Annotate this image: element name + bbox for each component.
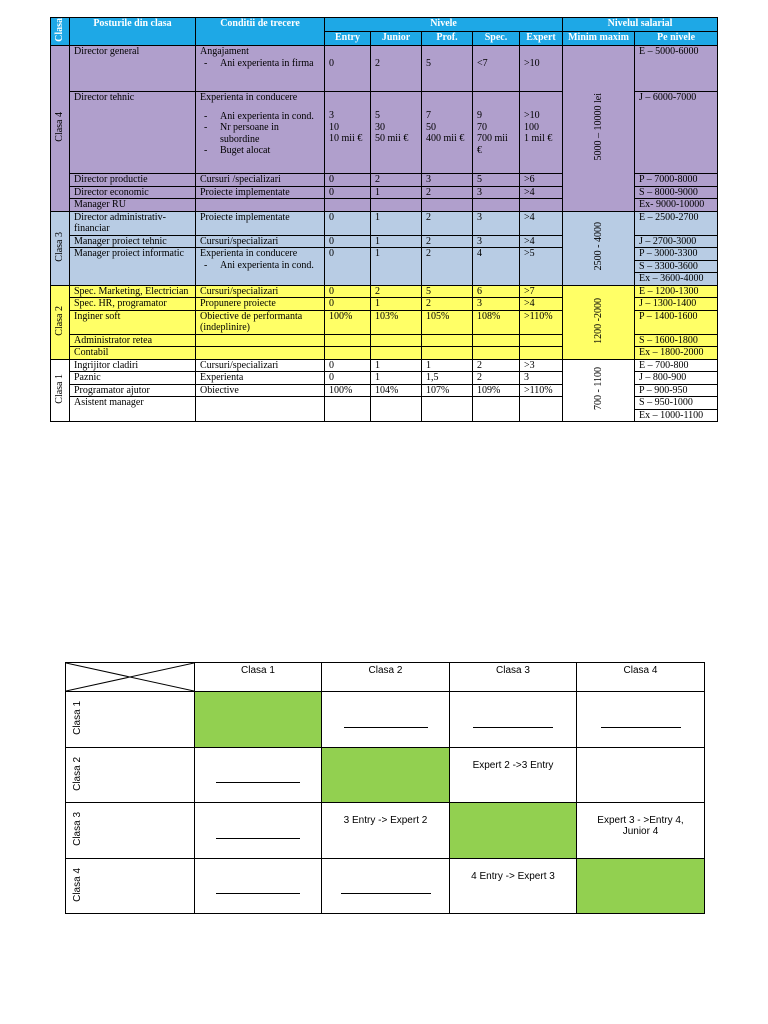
diagonal-cell — [195, 692, 322, 748]
diagonal-cell — [450, 803, 577, 859]
expert-cell: >3 — [520, 359, 563, 372]
junior-cell: 2 — [371, 285, 422, 298]
condition-cell — [196, 334, 325, 347]
spec-cell: 5 — [473, 174, 520, 187]
condition-list — [200, 111, 320, 157]
blank-line — [344, 726, 428, 728]
prof-cell: 107% — [422, 384, 473, 397]
post-cell: Director administrativ-financiar — [70, 211, 196, 235]
condition-cell: Experienta — [196, 372, 325, 385]
spec-cell: 3 — [473, 211, 520, 235]
expert-cell: >10 100 1 mil € — [520, 92, 563, 174]
entry-cell — [325, 199, 371, 212]
matrix-row — [66, 803, 705, 859]
corner-cell — [66, 663, 195, 692]
transition-cell: 4 Entry -> Expert 3 — [450, 859, 577, 914]
table-row — [51, 359, 718, 372]
salary-level: J – 6000-7000 — [635, 92, 718, 174]
junior-cell: 1 — [371, 186, 422, 199]
salary-range: 5000 – 10000 lei — [563, 46, 635, 212]
post-cell: Programator ajutor — [70, 384, 196, 397]
spec-cell: 3 — [473, 298, 520, 311]
post-cell: Director economic — [70, 186, 196, 199]
expert-cell — [520, 199, 563, 212]
condition-cell: Cursuri/specializari — [196, 235, 325, 248]
expert-cell: >4 — [520, 235, 563, 248]
col-header: Clasa 3 — [450, 663, 577, 692]
junior-cell: 2 — [371, 174, 422, 187]
junior-cell — [371, 347, 422, 360]
prof-cell — [422, 347, 473, 360]
diagonal-cell — [577, 859, 705, 914]
blank-cell — [195, 748, 322, 803]
header-junior: Junior — [371, 32, 422, 46]
junior-cell: 1 — [371, 298, 422, 311]
condition-cell: Proiecte implementate — [196, 186, 325, 199]
entry-cell: 0 — [325, 359, 371, 372]
salary-level: P – 7000-8000 — [635, 174, 718, 187]
entry-cell: 0 — [325, 248, 371, 286]
salary-level: Ex- 9000-10000 — [635, 199, 718, 212]
salary-level: J – 2700-3000 — [635, 235, 718, 248]
matrix-row — [66, 748, 705, 803]
spec-cell: <7 — [473, 46, 520, 92]
post-cell: Paznic — [70, 372, 196, 385]
entry-cell — [325, 347, 371, 360]
header-spec: Spec. — [473, 32, 520, 46]
expert-cell: >10 — [520, 46, 563, 92]
header-minim-maxim: Minim maxim — [563, 32, 635, 46]
condition-list — [200, 58, 320, 70]
prof-cell: 2 — [422, 248, 473, 286]
empty-cell — [577, 748, 705, 803]
condition-cell — [196, 199, 325, 212]
salary-level: E – 700-800 — [635, 359, 718, 372]
spec-cell — [473, 347, 520, 360]
prof-cell — [422, 334, 473, 347]
junior-cell — [371, 397, 422, 422]
row-header: Clasa 1 — [66, 692, 195, 748]
header-entry: Entry — [325, 32, 371, 46]
condition-item: - Ani experienta in cond. — [200, 260, 320, 272]
prof-cell: 5 — [422, 285, 473, 298]
salary-level: S – 1600-1800 — [635, 334, 718, 347]
blank-line — [216, 837, 300, 839]
expert-cell: >5 — [520, 248, 563, 286]
header-clasa: Clasa — [51, 18, 70, 46]
expert-cell — [520, 397, 563, 422]
transition-cell: Expert 2 ->3 Entry — [450, 748, 577, 803]
condition-item: - Ani experienta in cond. — [200, 111, 320, 123]
condition-item: - Buget alocat — [200, 145, 320, 157]
blank-line — [341, 892, 431, 894]
expert-cell: >4 — [520, 211, 563, 235]
condition-list — [200, 260, 320, 272]
class-label: Clasa 4 — [51, 46, 70, 212]
condition-title: Experienta in conducere — [200, 92, 298, 104]
salary-level: Ex – 1800-2000 — [635, 347, 718, 360]
post-cell: Spec. HR, programator — [70, 298, 196, 311]
salary-level: S – 950-1000 — [635, 397, 718, 410]
junior-cell: 5 30 50 mii € — [371, 92, 422, 174]
post-cell: Ingrijitor cladiri — [70, 359, 196, 372]
spec-cell — [473, 199, 520, 212]
table-row — [51, 285, 718, 298]
salary-level: S – 3300-3600 — [635, 260, 718, 273]
condition-title: Angajament — [200, 46, 249, 58]
condition-cell: Obiective — [196, 384, 325, 397]
expert-cell: >4 — [520, 186, 563, 199]
salary-level: E – 2500-2700 — [635, 211, 718, 235]
blank-cell — [195, 859, 322, 914]
prof-cell: 2 — [422, 186, 473, 199]
salary-level: Ex – 1000-1100 — [635, 409, 718, 422]
prof-cell — [422, 199, 473, 212]
post-cell: Director general — [70, 46, 196, 92]
salary-level: J – 800-900 — [635, 372, 718, 385]
entry-cell — [325, 397, 371, 422]
entry-cell: 100% — [325, 310, 371, 334]
entry-cell: 0 — [325, 298, 371, 311]
entry-cell: 0 — [325, 211, 371, 235]
header-nivele: Nivele — [325, 18, 563, 32]
class-label: Clasa 1 — [51, 359, 70, 422]
prof-cell: 1 — [422, 359, 473, 372]
entry-cell: 100% — [325, 384, 371, 397]
col-header: Clasa 4 — [577, 663, 705, 692]
transition-cell: Expert 3 - >Entry 4, Junior 4 — [577, 803, 705, 859]
salary-level: S – 8000-9000 — [635, 186, 718, 199]
expert-cell: >4 — [520, 298, 563, 311]
spec-cell — [473, 334, 520, 347]
header-posturile: Posturile din clasa — [70, 18, 196, 46]
condition-cell: Cursuri/specializari — [196, 359, 325, 372]
col-header: Clasa 1 — [195, 663, 322, 692]
condition-cell — [196, 248, 325, 286]
junior-cell: 1 — [371, 211, 422, 235]
post-cell: Manager RU — [70, 199, 196, 212]
junior-cell: 104% — [371, 384, 422, 397]
junior-cell — [371, 199, 422, 212]
junior-cell — [371, 334, 422, 347]
prof-cell: 105% — [422, 310, 473, 334]
salary-range: 2500 - 4000 — [563, 211, 635, 285]
blank-cell — [450, 692, 577, 748]
row-header: Clasa 3 — [66, 803, 195, 859]
blank-line — [216, 781, 300, 783]
prof-cell — [422, 397, 473, 422]
expert-cell: 3 — [520, 372, 563, 385]
header-nivelul-salarial: Nivelul salarial — [563, 18, 718, 32]
prof-cell: 2 — [422, 298, 473, 311]
condition-title: Experienta in conducere — [200, 248, 298, 260]
condition-cell — [196, 92, 325, 174]
post-cell: Contabil — [70, 347, 196, 360]
junior-cell: 1 — [371, 248, 422, 286]
spec-cell: 9 70 700 mii € — [473, 92, 520, 174]
junior-cell: 103% — [371, 310, 422, 334]
transition-cell: 3 Entry -> Expert 2 — [322, 803, 450, 859]
col-header: Clasa 2 — [322, 663, 450, 692]
row-header: Clasa 4 — [66, 859, 195, 914]
salary-level: E – 5000-6000 — [635, 46, 718, 92]
condition-item: - Ani experienta in firma — [200, 58, 320, 70]
expert-cell: >7 — [520, 285, 563, 298]
header-conditii: Conditii de trecere — [196, 18, 325, 46]
prof-cell: 3 — [422, 174, 473, 187]
condition-cell — [196, 46, 325, 92]
career-levels-table — [50, 17, 718, 422]
entry-cell: 0 — [325, 372, 371, 385]
expert-cell: >6 — [520, 174, 563, 187]
post-cell: Inginer soft — [70, 310, 196, 334]
spec-cell: 109% — [473, 384, 520, 397]
condition-cell: Obiective de performanta (indeplinire) — [196, 310, 325, 334]
spec-cell: 2 — [473, 372, 520, 385]
header-prof: Prof. — [422, 32, 473, 46]
post-cell: Director productie — [70, 174, 196, 187]
entry-cell: 0 — [325, 235, 371, 248]
prof-cell: 1,5 — [422, 372, 473, 385]
salary-range: 700 - 1100 — [563, 359, 635, 422]
salary-level: J – 1300-1400 — [635, 298, 718, 311]
salary-level: E – 1200-1300 — [635, 285, 718, 298]
matrix-header-row — [66, 663, 705, 692]
row-header: Clasa 2 — [66, 748, 195, 803]
post-cell: Manager proiect tehnic — [70, 235, 196, 248]
salary-range: 1200 -2000 — [563, 285, 635, 359]
expert-cell — [520, 334, 563, 347]
blank-cell — [322, 859, 450, 914]
post-cell: Administrator retea — [70, 334, 196, 347]
entry-cell: 3 10 10 mii € — [325, 92, 371, 174]
prof-cell: 2 — [422, 211, 473, 235]
blank-cell — [322, 692, 450, 748]
spec-cell: 108% — [473, 310, 520, 334]
condition-cell: Propunere proiecte — [196, 298, 325, 311]
class-label: Clasa 2 — [51, 285, 70, 359]
spec-cell: 6 — [473, 285, 520, 298]
post-cell: Spec. Marketing, Electrician — [70, 285, 196, 298]
blank-line — [601, 726, 681, 728]
salary-level: P – 3000-3300 — [635, 248, 718, 261]
condition-cell: Proiecte implementate — [196, 211, 325, 235]
matrix-row — [66, 859, 705, 914]
entry-cell: 0 — [325, 186, 371, 199]
prof-cell: 7 50 400 mii € — [422, 92, 473, 174]
junior-cell: 1 — [371, 235, 422, 248]
condition-cell: Cursuri/specializari — [196, 285, 325, 298]
junior-cell: 2 — [371, 46, 422, 92]
condition-cell: Cursuri /specializari — [196, 174, 325, 187]
header-expert: Expert — [520, 32, 563, 46]
prof-cell: 2 — [422, 235, 473, 248]
post-cell: Manager proiect informatic — [70, 248, 196, 286]
class-transition-matrix — [65, 662, 705, 914]
condition-cell — [196, 397, 325, 422]
expert-cell: >110% — [520, 384, 563, 397]
post-cell: Director tehnic — [70, 92, 196, 174]
blank-line — [473, 726, 553, 728]
spec-cell — [473, 397, 520, 422]
post-cell: Asistent manager — [70, 397, 196, 422]
entry-cell: 0 — [325, 174, 371, 187]
salary-level: P – 900-950 — [635, 384, 718, 397]
diagonal-lines — [66, 663, 194, 691]
blank-cell — [195, 803, 322, 859]
salary-level: P – 1400-1600 — [635, 310, 718, 334]
blank-cell — [577, 692, 705, 748]
prof-cell: 5 — [422, 46, 473, 92]
table-row — [51, 46, 718, 92]
class-label: Clasa 3 — [51, 211, 70, 285]
spec-cell: 2 — [473, 359, 520, 372]
entry-cell: 0 — [325, 46, 371, 92]
junior-cell: 1 — [371, 359, 422, 372]
condition-item: - Nr persoane in subordine — [200, 122, 320, 145]
matrix-row — [66, 692, 705, 748]
diagonal-cell — [322, 748, 450, 803]
expert-cell — [520, 347, 563, 360]
spec-cell: 4 — [473, 248, 520, 286]
spec-cell: 3 — [473, 235, 520, 248]
entry-cell — [325, 334, 371, 347]
blank-line — [216, 892, 300, 894]
spec-cell: 3 — [473, 186, 520, 199]
salary-level: Ex – 3600-4000 — [635, 273, 718, 286]
expert-cell: >110% — [520, 310, 563, 334]
entry-cell: 0 — [325, 285, 371, 298]
junior-cell: 1 — [371, 372, 422, 385]
condition-cell — [196, 347, 325, 360]
header-pe-nivele: Pe nivele — [635, 32, 718, 46]
table-row — [51, 211, 718, 235]
